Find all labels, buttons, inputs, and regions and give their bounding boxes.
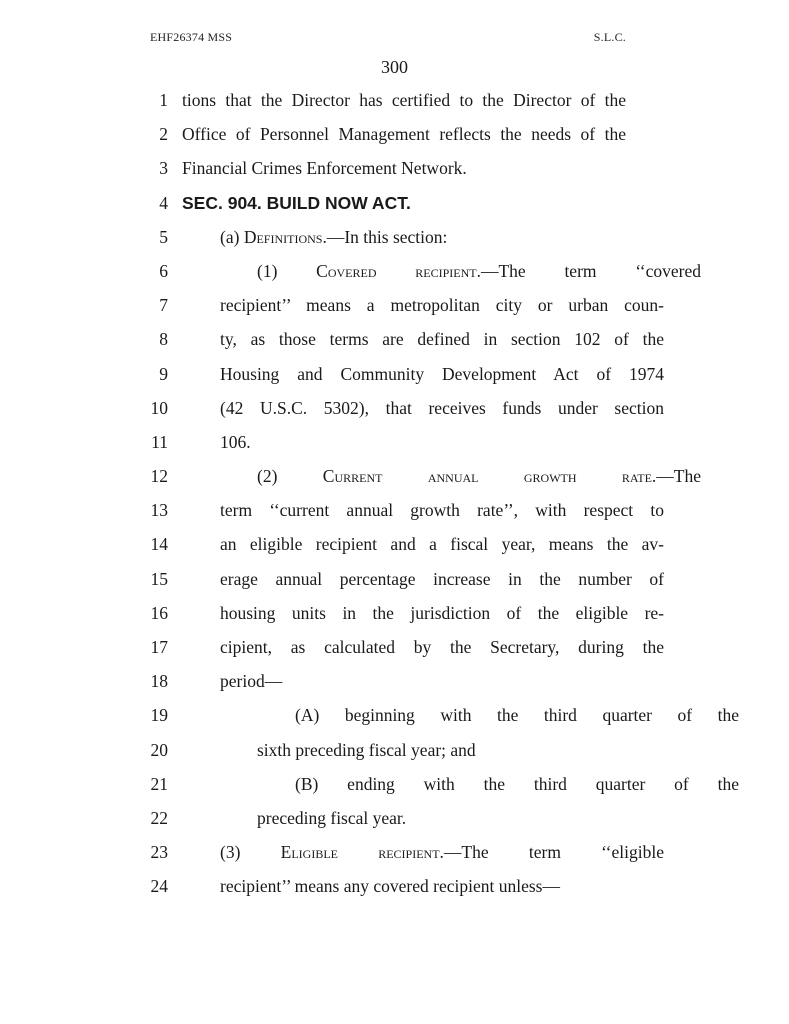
line-number: 10 <box>150 397 168 418</box>
text-line <box>0 462 789 496</box>
defined-term-heading: Definitions <box>243 226 323 247</box>
text-line <box>0 838 789 872</box>
defined-term-heading: Covered recipient <box>316 260 477 281</box>
line-text-rest: .—The <box>651 466 701 487</box>
text-line <box>0 154 789 188</box>
section-heading: SEC. 904. BUILD NOW ACT. <box>182 192 411 213</box>
line-number: 20 <box>150 739 168 760</box>
line-number: 21 <box>150 773 168 794</box>
text-line <box>0 496 789 530</box>
line-text <box>257 462 701 490</box>
line-text: tions that the Director has certified to the Director of the <box>182 90 626 110</box>
line-text-rest: .—The term ‘‘covered <box>476 260 702 281</box>
enum-label: (1) <box>257 260 317 281</box>
line-text: term ‘‘current annual growth rate’’, with respect to <box>220 500 664 521</box>
line-text <box>220 223 664 251</box>
line-number: 22 <box>150 807 168 828</box>
text-line <box>0 736 789 770</box>
line-text-rest: .—The term ‘‘eligible <box>439 842 664 863</box>
text-line <box>0 667 789 701</box>
line-text: ty, as those terms are defined in section 102 of the <box>220 329 664 350</box>
line-number: 13 <box>150 500 168 521</box>
line-number: 2 <box>159 124 168 145</box>
line-number: 19 <box>150 705 168 726</box>
line-text: cipient, as calculated by the Secretary, during the <box>220 637 664 657</box>
enum-label: (2) <box>257 466 323 487</box>
line-text-rest: .—In this section: <box>322 226 448 247</box>
line-text: erage annual percentage increase in the number of <box>220 568 664 589</box>
line-text: (42 U.S.C. 5302), that receives funds under section <box>220 397 664 418</box>
line-number: 6 <box>159 260 168 281</box>
line-text: Housing and Community Development Act of 1974 <box>220 363 664 384</box>
line-number: 3 <box>159 158 168 179</box>
line-number: 11 <box>151 431 168 452</box>
text-line <box>0 257 789 291</box>
line-number: 9 <box>159 363 168 384</box>
enum-label: (3) <box>220 842 281 863</box>
text-line <box>0 223 789 257</box>
line-number: 4 <box>159 192 168 213</box>
line-number: 16 <box>150 602 168 623</box>
line-text: recipient’’ means a metropolitan city or urban coun- <box>220 295 664 316</box>
text-line <box>0 360 789 394</box>
text-line <box>0 701 789 735</box>
text-line <box>0 86 789 120</box>
text-line <box>0 394 789 428</box>
line-number: 24 <box>150 876 168 897</box>
document-body <box>0 86 789 907</box>
line-text: preceding fiscal year. <box>257 807 407 828</box>
text-line <box>0 633 789 667</box>
line-number: 15 <box>150 568 168 589</box>
text-line <box>0 120 789 154</box>
text-line <box>0 599 789 633</box>
line-text <box>220 838 664 866</box>
line-text: sixth preceding fiscal year; and <box>257 739 476 760</box>
line-text: period— <box>220 671 283 692</box>
text-line <box>0 872 789 906</box>
text-line <box>0 804 789 838</box>
line-text: Office of Personnel Management reflects the needs of the <box>182 124 626 145</box>
defined-term-heading: Eligible recipient <box>280 842 440 863</box>
line-number: 14 <box>150 534 168 555</box>
document-code: S.L.C. <box>593 30 626 44</box>
text-line <box>0 291 789 325</box>
page-number: 300 <box>381 57 408 77</box>
line-number: 18 <box>150 671 168 692</box>
line-text: (B) ending with the third quarter of the <box>295 773 739 794</box>
line-text: Financial Crimes Enforcement Network. <box>182 158 467 179</box>
text-line <box>0 530 789 564</box>
line-text: 106. <box>220 431 251 452</box>
line-number: 1 <box>159 90 168 110</box>
line-number: 8 <box>159 329 168 350</box>
line-number: 5 <box>159 226 168 247</box>
text-line <box>0 428 789 462</box>
document-id: EHF26374 MSS <box>150 30 233 44</box>
line-text: housing units in the jurisdiction of the eligible re- <box>220 602 664 623</box>
line-number: 17 <box>150 637 168 657</box>
line-text <box>257 257 701 285</box>
line-number: 12 <box>150 466 168 487</box>
line-number: 23 <box>150 842 168 863</box>
line-text: (A) beginning with the third quarter of the <box>295 705 739 726</box>
text-line <box>0 770 789 804</box>
defined-term-heading: Current annual growth rate <box>322 466 652 487</box>
text-line <box>0 325 789 359</box>
line-text: an eligible recipient and a fiscal year, means the av- <box>220 534 664 555</box>
line-text: recipient’’ means any covered recipient unless— <box>220 876 560 897</box>
enum-label: (a) <box>220 226 244 247</box>
text-line <box>0 189 789 223</box>
text-line <box>0 565 789 599</box>
line-number: 7 <box>159 295 168 316</box>
